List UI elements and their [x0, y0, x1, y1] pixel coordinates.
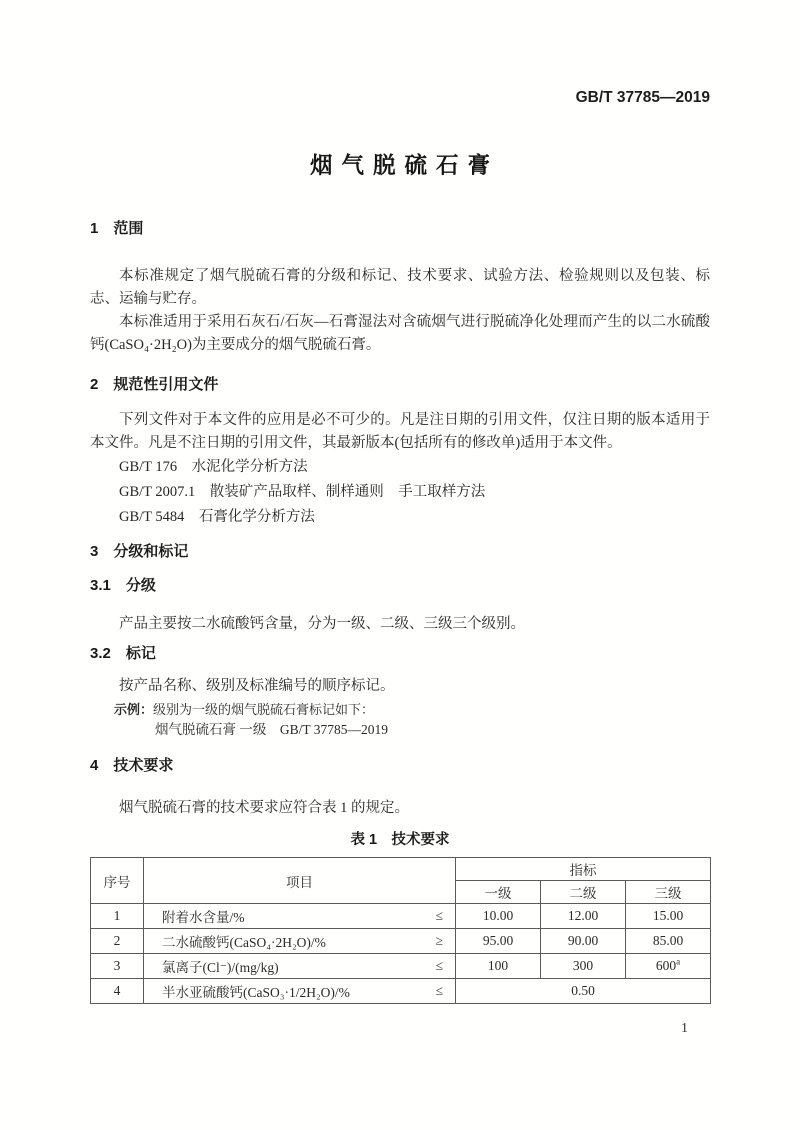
reference-item: GB/T 2007.1 散装矿产品取样、制样通则 手工取样方法 [119, 484, 486, 500]
cell-no: 1 [91, 904, 144, 929]
item-text: 二水硫酸钙(CaSO₄·2H₂O)/% [162, 935, 326, 950]
technical-requirements-table [90, 857, 711, 1004]
cell-value-grade-2: 12.00 [541, 904, 626, 929]
table-row [91, 904, 711, 929]
col-header-grade-3: 三级 [626, 881, 711, 904]
section-4-paragraph: 烟气脱硫石膏的技术要求应符合表 1 的规定。 [119, 800, 409, 816]
standard-number: GB/T 37785—2019 [575, 89, 710, 106]
cell-value-grade-1: 100 [456, 954, 541, 979]
col-header-grade-1: 一级 [456, 881, 541, 904]
item-text: 氯离子(Cl⁻)/(mg/kg) [162, 960, 279, 975]
cell-value-grade-1: 10.00 [456, 904, 541, 929]
col-header-item: 项目 [144, 858, 456, 904]
cell-value-grade-1: 95.00 [456, 929, 541, 954]
cell-item [144, 954, 456, 979]
item-text: 附着水含量/% [162, 910, 245, 925]
item-operator: ≤ [435, 958, 443, 973]
table-row [91, 929, 711, 954]
table-row [91, 954, 711, 979]
col-header-index: 指标 [456, 858, 711, 881]
example-note [90, 700, 710, 720]
section-3-2-paragraph: 按产品名称、级别及标准编号的顺序标记。 [119, 678, 395, 694]
reference-item: GB/T 176 水泥化学分析方法 [119, 459, 308, 475]
cell-value-grade-3: 15.00 [626, 904, 711, 929]
footnote-marker: a [676, 956, 681, 967]
table-1-caption: 表 1 技术要求 [350, 832, 450, 848]
item-operator: ≤ [435, 983, 443, 998]
cell-no: 4 [91, 979, 144, 1004]
cell-value-all-grades: 0.50 [456, 979, 711, 1004]
reference-list [90, 455, 710, 530]
cell-item [144, 904, 456, 929]
section-1-paragraph-2: 本标准适用于采用石灰石/石灰—石膏湿法对含硫烟气进行脱硫净化处理而产生的以二水硫酸钙(CaSO₄·2H₂O)为主要成分的烟气脱硫石膏。 [90, 314, 710, 353]
section-2-heading: 2 规范性引用文件 [90, 376, 219, 393]
reference-item: GB/T 5484 石膏化学分析方法 [119, 509, 315, 525]
cell-value-grade-3: 85.00 [626, 929, 711, 954]
table-header-row-1 [91, 858, 711, 881]
example-intro: 级别为一级的烟气脱硫石膏标记如下： [153, 702, 375, 717]
page-number: 1 [681, 1021, 688, 1036]
item-operator: ≥ [435, 933, 443, 948]
item-operator: ≤ [435, 908, 443, 923]
section-4-heading: 4 技术要求 [90, 757, 174, 774]
section-3-1-paragraph: 产品主要按二水硫酸钙含量，分为一级、二级、三级三个级别。 [119, 616, 525, 632]
example-label: 示例： [114, 702, 154, 717]
section-1-paragraph-1: 本标准规定了烟气脱硫石膏的分级和标记、技术要求、试验方法、检验规则以及包装、标志、运输与贮存。 [90, 268, 710, 307]
document-title: 烟气脱硫石膏 [309, 153, 499, 178]
cell-no: 2 [91, 929, 144, 954]
table-row [91, 979, 711, 1004]
col-header-grade-2: 二级 [541, 881, 626, 904]
cell-no: 3 [91, 954, 144, 979]
example-designation: 烟气脱硫石膏 一级 GB/T 37785—2019 [155, 722, 389, 737]
cell-value-grade-3: 600$^a$ [626, 954, 711, 979]
cell-value-grade-2: 90.00 [541, 929, 626, 954]
section-1-heading: 1 范围 [90, 220, 144, 237]
section-3-heading: 3 分级和标记 [90, 543, 189, 560]
cell-item [144, 979, 456, 1004]
item-text: 半水亚硫酸钙(CaSO₃·1/2H₂O)/% [162, 985, 350, 1000]
section-3-2-heading: 3.2 标记 [90, 645, 156, 662]
section-3-1-heading: 3.1 分级 [90, 577, 156, 594]
col-header-no: 序号 [91, 858, 144, 904]
cell-value-grade-2: 300 [541, 954, 626, 979]
section-2-paragraph-1: 下列文件对于本文件的应用是必不可少的。凡是注日期的引用文件，仅注日期的版本适用于本文件。凡是不注日期的引用文件，其最新版本(包括所有的修改单)适用于本文件。 [90, 412, 710, 451]
cell-item [144, 929, 456, 954]
